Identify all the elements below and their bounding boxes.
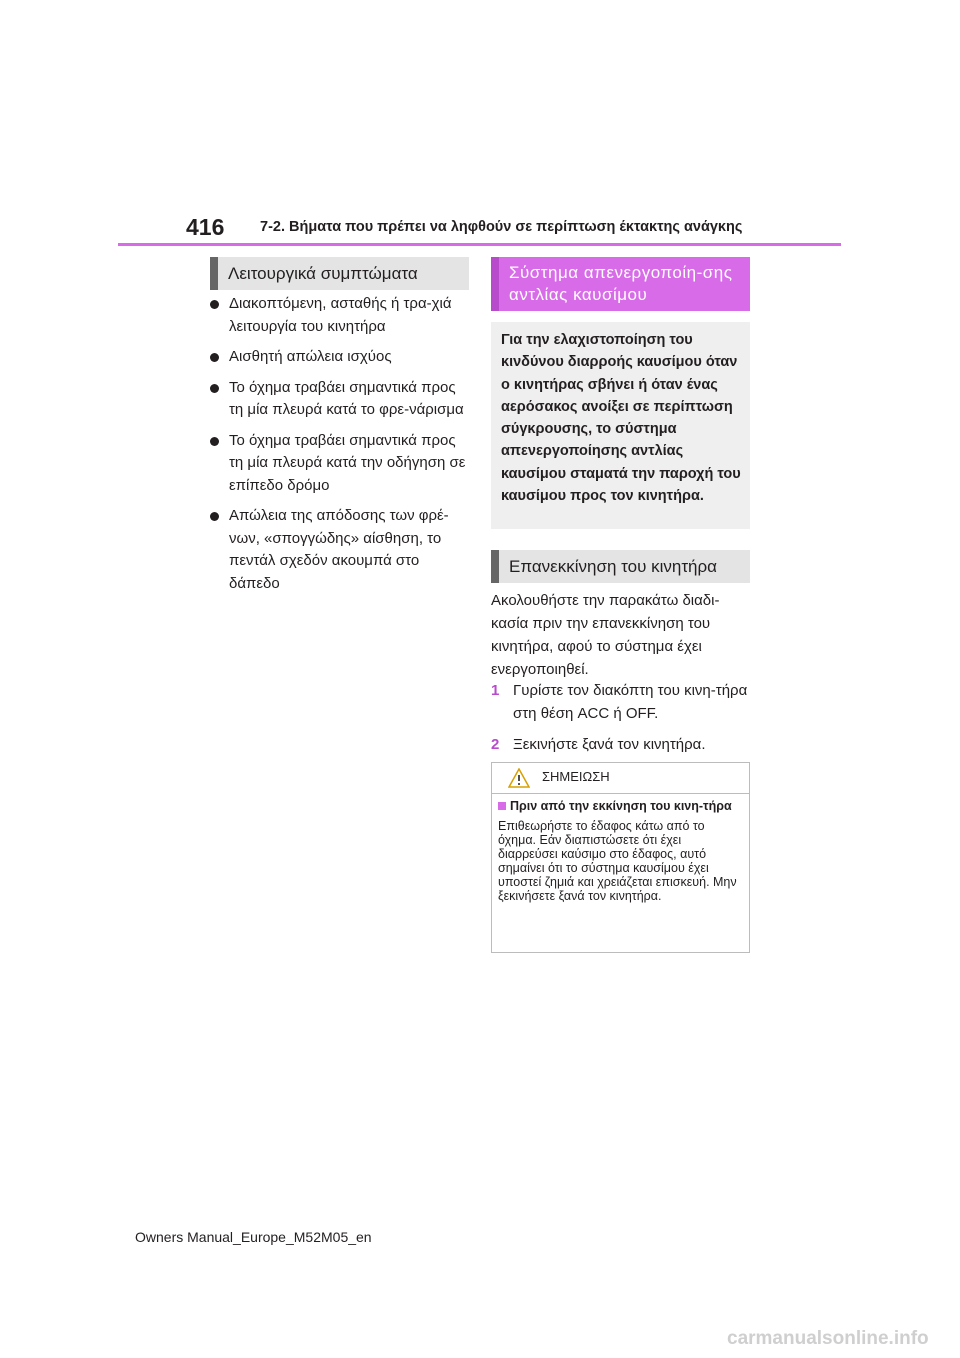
symptoms-heading: Λειτουργικά συμπτώματα — [210, 257, 469, 290]
restart-heading: Επανεκκίνηση του κινητήρα — [491, 550, 750, 583]
step-item — [491, 733, 753, 756]
note-box — [491, 762, 750, 953]
note-subheading-text: Πριν από την εκκίνηση του κινη-τήρα — [510, 799, 732, 813]
step-text: Γυρίστε τον διακόπτη του κινη-τήρα στη θέση ACC ή OFF. — [513, 682, 748, 722]
footer-manual-id: Owners Manual_Europe_M52M05_en — [135, 1229, 372, 1245]
step-item — [491, 679, 753, 725]
square-bullet-icon — [498, 802, 506, 810]
page-number: 416 — [186, 214, 225, 240]
list-item: Απώλεια της απόδοσης των φρέ-νων, «σπογγώδης» αίσθηση, το πεντάλ σχεδόν ακουμπά στο δάπεδο — [210, 505, 468, 595]
fuel-pump-info: Για την ελαχιστοποίηση του κινδύνου διαρροής καυσίμου όταν ο κινητήρας σβήνει ή όταν ένας αερόσακος ανοίξει σε περίπτωση σύγκρουσης, το σύστημα απενεργοποίησης αντλίας καυσίμου σταματά την παροχή του καυσίμου προς τον κινητήρα. — [491, 322, 750, 529]
step-number: 2 — [491, 736, 500, 753]
header-rule — [118, 243, 841, 246]
note-body: Επιθεωρήστε το έδαφος κάτω από το όχημα. Εάν διαπιστώσετε ότι έχει διαρρεύσει καύσιμο στο έδαφος, αυτό σημαίνει ότι το σύστημα καυσίμου έχει υποστεί ζημιά και χρειάζεται επισκευή. Μην ξεκινήσετε ξανά τον κινητήρα. — [498, 819, 737, 903]
list-item: Το όχημα τραβάει σημαντικά προς τη μία πλευρά κατά το φρε-νάρισμα — [210, 377, 468, 422]
restart-intro: Ακολουθήστε την παρακάτω διαδι-κασία πριν την επανεκκίνηση του κινητήρα, αφού το σύστημα έχει ενεργοποιηθεί. — [491, 592, 720, 678]
fuel-pump-heading: Σύστημα απενεργοποίη-σης αντλίας καυσίμου — [491, 257, 750, 311]
list-item: Διακοπτόμενη, ασταθής ή τρα-χιά λειτουργία του κινητήρα — [210, 293, 468, 338]
symptoms-list — [210, 293, 468, 603]
note-subheading — [492, 794, 749, 813]
step-number: 1 — [491, 682, 500, 699]
section-title: 7-2. Βήματα που πρέπει να ληφθούν σε περίπτωση έκτακτης ανάγκης — [260, 219, 743, 235]
list-item: Αισθητή απώλεια ισχύος — [210, 346, 468, 369]
restart-steps — [491, 679, 753, 764]
step-text: Ξεκινήστε ξανά τον κινητήρα. — [513, 736, 706, 753]
list-item: Το όχημα τραβάει σημαντικά προς τη μία πλευρά κατά την οδήγηση σε επίπεδο δρόμο — [210, 430, 468, 498]
watermark: carmanualsonline.info — [727, 1328, 929, 1349]
note-title: ΣΗΜΕΙΩΣΗ — [542, 769, 610, 784]
warning-triangle-icon — [508, 768, 530, 788]
note-header — [492, 763, 749, 794]
